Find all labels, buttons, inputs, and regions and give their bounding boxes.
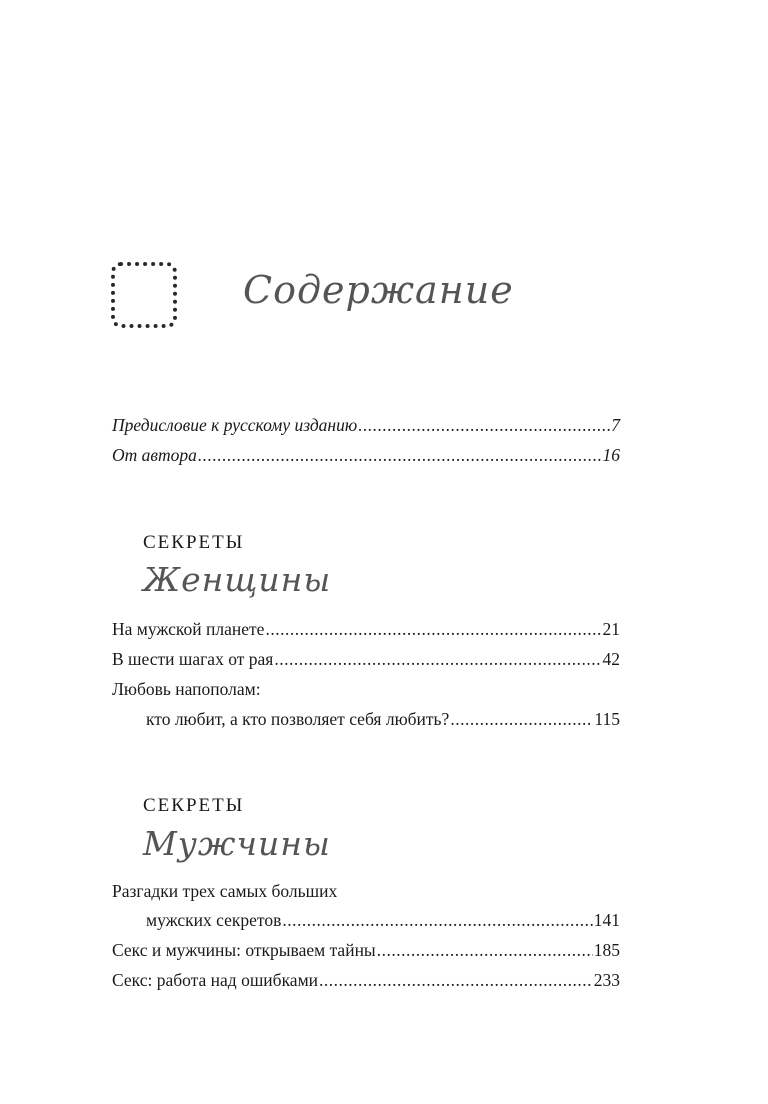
toc-entry-title: Секс и мужчины: открываем тайны	[112, 940, 376, 960]
toc-entry[interactable]	[146, 706, 620, 732]
toc-entry-title: мужских секретов	[146, 910, 282, 930]
toc-entry[interactable]	[112, 937, 620, 963]
toc-entry-title: От автора	[112, 445, 197, 465]
toc-entry-page: 185	[593, 940, 620, 960]
section-kicker: СЕКРЕТЫ	[143, 795, 245, 816]
toc-entry-page: 141	[593, 910, 620, 930]
dot-leader	[377, 937, 593, 963]
dot-leader	[282, 907, 592, 933]
toc-entry-page: 233	[593, 970, 620, 990]
toc-entry-title-line1[interactable]: Разгадки трех самых больших	[112, 881, 338, 901]
toc-entry[interactable]	[112, 412, 620, 438]
dot-leader	[198, 442, 602, 468]
toc-entry-page: 42	[602, 649, 620, 669]
section-kicker: СЕКРЕТЫ	[143, 532, 245, 553]
toc-entry-page: 16	[602, 445, 620, 465]
toc-entry[interactable]	[146, 907, 620, 933]
toc-entry-title: На мужской планете	[112, 619, 265, 639]
section-script-title: Мужчины	[143, 824, 331, 863]
toc-entry-title: Предисловие к русскому изданию	[112, 415, 358, 435]
toc-entry-title: Секс: работа над ошибками	[112, 970, 319, 990]
dotted-frame-ornament	[111, 262, 177, 328]
toc-entry[interactable]	[112, 646, 620, 672]
toc-entry[interactable]	[112, 616, 620, 642]
toc-entry-page: 115	[594, 709, 620, 729]
dot-leader	[450, 706, 593, 732]
dot-leader	[265, 616, 601, 642]
toc-entry[interactable]	[112, 967, 620, 993]
toc-entry[interactable]	[112, 442, 620, 468]
toc-entry-page: 21	[602, 619, 620, 639]
toc-entry-title: В шести шагах от рая	[112, 649, 274, 669]
dot-leader	[319, 967, 593, 993]
page-title: Содержание	[243, 268, 514, 312]
toc-entry-page: 7	[611, 415, 620, 435]
section-script-title: Женщины	[143, 560, 332, 599]
toc-entry-title: кто любит, а кто позволяет себя любить?	[146, 709, 450, 729]
dot-leader	[274, 646, 601, 672]
toc-entry-title-line1[interactable]: Любовь напополам:	[112, 679, 261, 699]
dot-leader	[358, 412, 610, 438]
